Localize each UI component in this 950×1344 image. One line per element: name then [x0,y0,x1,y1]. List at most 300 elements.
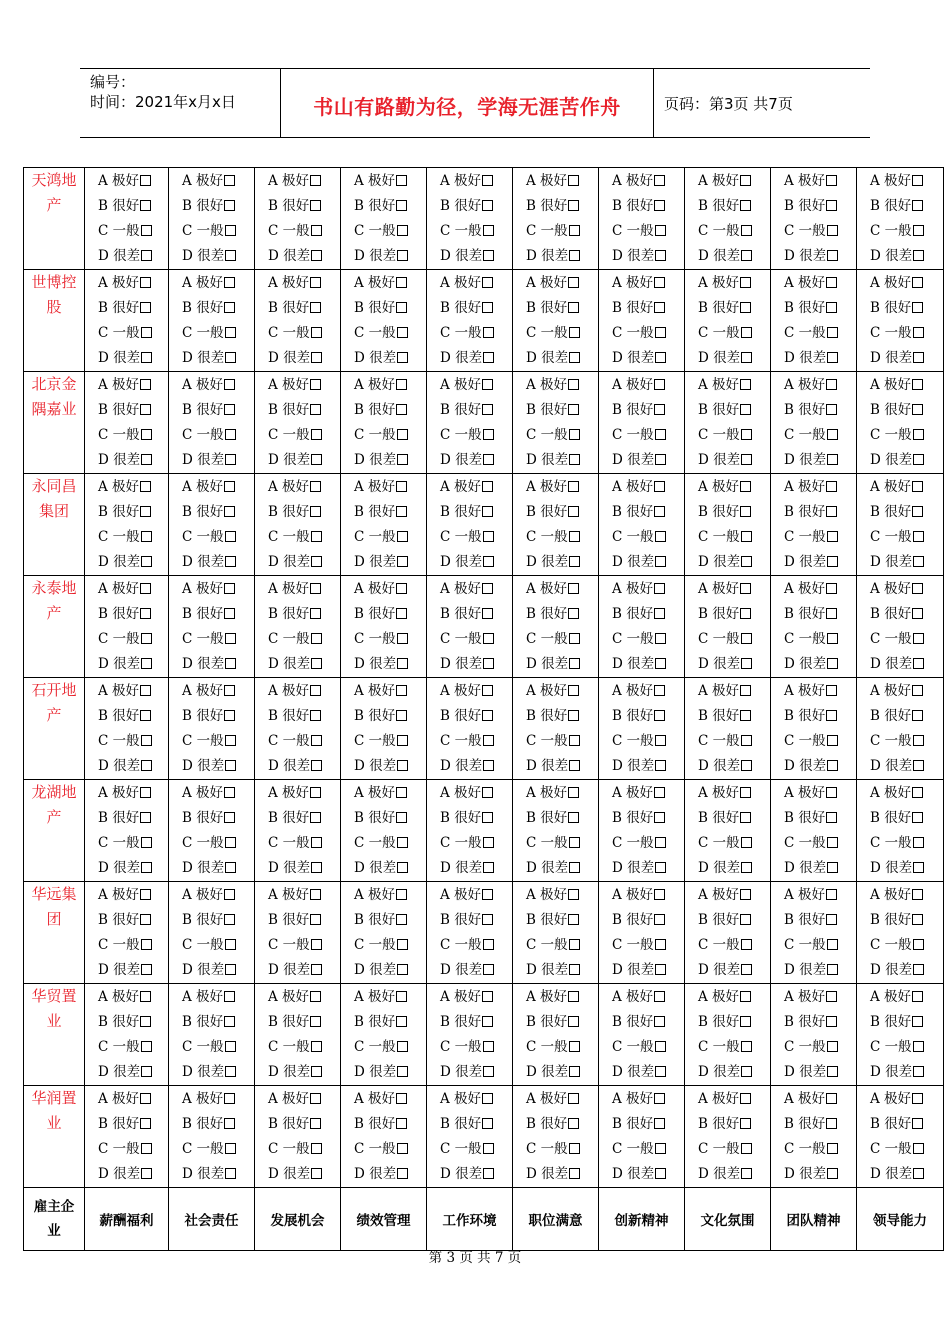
rating-option[interactable] [784,831,856,856]
rating-option[interactable] [612,704,684,729]
checkbox-icon[interactable] [741,735,752,746]
checkbox-icon[interactable] [483,1041,494,1052]
checkbox-icon[interactable] [912,787,923,798]
rating-option[interactable] [268,398,340,423]
checkbox-icon[interactable] [569,225,580,236]
rating-option[interactable] [612,194,684,219]
rating-option[interactable] [612,1137,684,1162]
checkbox-icon[interactable] [141,250,152,261]
rating-option[interactable] [526,1137,598,1162]
rating-option[interactable] [526,475,598,500]
checkbox-icon[interactable] [397,735,408,746]
rating-option[interactable] [268,271,340,296]
checkbox-icon[interactable] [655,735,666,746]
checkbox-icon[interactable] [568,710,579,721]
rating-option[interactable] [698,908,770,933]
rating-option[interactable] [612,652,684,677]
rating-option[interactable] [268,1087,340,1112]
rating-option[interactable] [440,271,512,296]
checkbox-icon[interactable] [396,889,407,900]
checkbox-icon[interactable] [141,862,152,873]
checkbox-icon[interactable] [741,939,752,950]
checkbox-icon[interactable] [397,837,408,848]
checkbox-icon[interactable] [654,481,665,492]
checkbox-icon[interactable] [826,812,837,823]
rating-option[interactable] [526,729,598,754]
checkbox-icon[interactable] [826,404,837,415]
checkbox-icon[interactable] [569,760,580,771]
checkbox-icon[interactable] [913,939,924,950]
checkbox-icon[interactable] [740,914,751,925]
checkbox-icon[interactable] [482,787,493,798]
rating-option[interactable] [182,933,254,958]
rating-option[interactable] [354,602,426,627]
rating-option[interactable] [440,1162,512,1187]
rating-option[interactable] [268,602,340,627]
checkbox-icon[interactable] [311,1066,322,1077]
checkbox-icon[interactable] [568,889,579,900]
rating-option[interactable] [870,831,943,856]
checkbox-icon[interactable] [483,352,494,363]
rating-option[interactable] [612,525,684,550]
checkbox-icon[interactable] [569,556,580,567]
checkbox-icon[interactable] [224,812,235,823]
checkbox-icon[interactable] [397,939,408,950]
rating-option[interactable] [440,958,512,983]
rating-option[interactable] [698,933,770,958]
rating-option[interactable] [268,985,340,1010]
checkbox-icon[interactable] [826,608,837,619]
checkbox-icon[interactable] [483,1168,494,1179]
checkbox-icon[interactable] [225,939,236,950]
checkbox-icon[interactable] [654,583,665,594]
checkbox-icon[interactable] [310,379,321,390]
checkbox-icon[interactable] [482,1016,493,1027]
rating-option[interactable] [268,321,340,346]
checkbox-icon[interactable] [913,556,924,567]
checkbox-icon[interactable] [482,889,493,900]
rating-option[interactable] [698,321,770,346]
checkbox-icon[interactable] [568,506,579,517]
rating-option[interactable] [870,1087,943,1112]
checkbox-icon[interactable] [655,939,666,950]
checkbox-icon[interactable] [827,1168,838,1179]
rating-option[interactable] [698,1060,770,1085]
checkbox-icon[interactable] [568,481,579,492]
rating-option[interactable] [268,729,340,754]
rating-option[interactable] [98,1060,168,1085]
checkbox-icon[interactable] [396,506,407,517]
rating-option[interactable] [784,704,856,729]
checkbox-icon[interactable] [311,964,322,975]
checkbox-icon[interactable] [140,506,151,517]
checkbox-icon[interactable] [224,379,235,390]
checkbox-icon[interactable] [741,531,752,542]
rating-option[interactable] [440,321,512,346]
checkbox-icon[interactable] [741,1041,752,1052]
checkbox-icon[interactable] [827,352,838,363]
rating-option[interactable] [268,679,340,704]
rating-option[interactable] [354,985,426,1010]
checkbox-icon[interactable] [654,506,665,517]
checkbox-icon[interactable] [483,1143,494,1154]
rating-option[interactable] [526,1112,598,1137]
rating-option[interactable] [870,1162,943,1187]
checkbox-icon[interactable] [912,685,923,696]
rating-option[interactable] [268,1035,340,1060]
checkbox-icon[interactable] [569,1143,580,1154]
rating-option[interactable] [182,169,254,194]
checkbox-icon[interactable] [655,658,666,669]
checkbox-icon[interactable] [654,175,665,186]
rating-option[interactable] [440,423,512,448]
rating-option[interactable] [440,296,512,321]
checkbox-icon[interactable] [483,658,494,669]
rating-option[interactable] [354,908,426,933]
checkbox-icon[interactable] [397,964,408,975]
rating-option[interactable] [440,627,512,652]
checkbox-icon[interactable] [569,862,580,873]
checkbox-icon[interactable] [141,633,152,644]
rating-option[interactable] [268,448,340,473]
rating-option[interactable] [182,525,254,550]
checkbox-icon[interactable] [225,531,236,542]
checkbox-icon[interactable] [397,862,408,873]
checkbox-icon[interactable] [141,658,152,669]
checkbox-icon[interactable] [741,429,752,440]
rating-option[interactable] [870,500,943,525]
rating-option[interactable] [870,271,943,296]
checkbox-icon[interactable] [483,964,494,975]
checkbox-icon[interactable] [396,175,407,186]
rating-option[interactable] [354,550,426,575]
checkbox-icon[interactable] [225,556,236,567]
checkbox-icon[interactable] [224,1118,235,1129]
checkbox-icon[interactable] [311,1143,322,1154]
checkbox-icon[interactable] [396,710,407,721]
rating-option[interactable] [182,1137,254,1162]
checkbox-icon[interactable] [740,404,751,415]
checkbox-icon[interactable] [913,1066,924,1077]
checkbox-icon[interactable] [141,837,152,848]
checkbox-icon[interactable] [568,608,579,619]
checkbox-icon[interactable] [482,914,493,925]
rating-option[interactable] [98,296,168,321]
rating-option[interactable] [268,1060,340,1085]
checkbox-icon[interactable] [569,531,580,542]
checkbox-icon[interactable] [225,633,236,644]
checkbox-icon[interactable] [740,685,751,696]
rating-option[interactable] [98,831,168,856]
rating-option[interactable] [698,169,770,194]
checkbox-icon[interactable] [310,991,321,1002]
rating-option[interactable] [98,1035,168,1060]
rating-option[interactable] [268,219,340,244]
rating-option[interactable] [182,271,254,296]
rating-option[interactable] [182,627,254,652]
checkbox-icon[interactable] [311,633,322,644]
rating-option[interactable] [870,985,943,1010]
rating-option[interactable] [354,704,426,729]
rating-option[interactable] [182,550,254,575]
rating-option[interactable] [698,781,770,806]
checkbox-icon[interactable] [311,250,322,261]
rating-option[interactable] [182,448,254,473]
rating-option[interactable] [612,908,684,933]
checkbox-icon[interactable] [826,1016,837,1027]
rating-option[interactable] [182,423,254,448]
rating-option[interactable] [268,1010,340,1035]
rating-option[interactable] [784,1010,856,1035]
rating-option[interactable] [354,1162,426,1187]
checkbox-icon[interactable] [654,302,665,313]
checkbox-icon[interactable] [913,837,924,848]
checkbox-icon[interactable] [569,327,580,338]
rating-option[interactable] [870,627,943,652]
rating-option[interactable] [440,373,512,398]
checkbox-icon[interactable] [396,608,407,619]
checkbox-icon[interactable] [140,608,151,619]
checkbox-icon[interactable] [913,633,924,644]
checkbox-icon[interactable] [396,277,407,288]
rating-option[interactable] [698,550,770,575]
checkbox-icon[interactable] [741,1168,752,1179]
checkbox-icon[interactable] [482,175,493,186]
rating-option[interactable] [354,194,426,219]
checkbox-icon[interactable] [740,379,751,390]
checkbox-icon[interactable] [225,327,236,338]
checkbox-icon[interactable] [826,379,837,390]
rating-option[interactable] [354,933,426,958]
checkbox-icon[interactable] [568,277,579,288]
checkbox-icon[interactable] [141,760,152,771]
checkbox-icon[interactable] [311,352,322,363]
rating-option[interactable] [784,781,856,806]
checkbox-icon[interactable] [740,277,751,288]
rating-option[interactable] [870,602,943,627]
checkbox-icon[interactable] [225,429,236,440]
checkbox-icon[interactable] [913,454,924,465]
rating-option[interactable] [268,346,340,371]
rating-option[interactable] [784,219,856,244]
checkbox-icon[interactable] [482,991,493,1002]
rating-option[interactable] [182,883,254,908]
checkbox-icon[interactable] [826,583,837,594]
rating-option[interactable] [268,475,340,500]
checkbox-icon[interactable] [568,404,579,415]
rating-option[interactable] [784,577,856,602]
rating-option[interactable] [612,475,684,500]
rating-option[interactable] [354,1060,426,1085]
checkbox-icon[interactable] [568,379,579,390]
checkbox-icon[interactable] [140,175,151,186]
rating-option[interactable] [698,958,770,983]
rating-option[interactable] [698,219,770,244]
checkbox-icon[interactable] [912,1016,923,1027]
rating-option[interactable] [698,398,770,423]
rating-option[interactable] [612,1035,684,1060]
rating-option[interactable] [612,169,684,194]
rating-option[interactable] [98,271,168,296]
rating-option[interactable] [98,729,168,754]
rating-option[interactable] [182,296,254,321]
rating-option[interactable] [698,985,770,1010]
checkbox-icon[interactable] [912,608,923,619]
rating-option[interactable] [870,244,943,269]
checkbox-icon[interactable] [912,710,923,721]
checkbox-icon[interactable] [397,658,408,669]
rating-option[interactable] [698,856,770,881]
checkbox-icon[interactable] [568,991,579,1002]
rating-option[interactable] [612,1087,684,1112]
rating-option[interactable] [784,729,856,754]
rating-option[interactable] [268,169,340,194]
checkbox-icon[interactable] [396,583,407,594]
checkbox-icon[interactable] [225,964,236,975]
checkbox-icon[interactable] [397,225,408,236]
rating-option[interactable] [784,856,856,881]
rating-option[interactable] [98,985,168,1010]
rating-option[interactable] [182,679,254,704]
checkbox-icon[interactable] [826,506,837,517]
rating-option[interactable] [698,602,770,627]
rating-option[interactable] [698,448,770,473]
checkbox-icon[interactable] [310,710,321,721]
rating-option[interactable] [354,448,426,473]
checkbox-icon[interactable] [140,1118,151,1129]
rating-option[interactable] [870,219,943,244]
checkbox-icon[interactable] [483,760,494,771]
checkbox-icon[interactable] [310,914,321,925]
checkbox-icon[interactable] [827,225,838,236]
checkbox-icon[interactable] [396,200,407,211]
checkbox-icon[interactable] [655,964,666,975]
checkbox-icon[interactable] [826,787,837,798]
rating-option[interactable] [268,500,340,525]
rating-option[interactable] [98,1162,168,1187]
checkbox-icon[interactable] [396,914,407,925]
rating-option[interactable] [526,704,598,729]
checkbox-icon[interactable] [141,1168,152,1179]
checkbox-icon[interactable] [311,327,322,338]
checkbox-icon[interactable] [140,404,151,415]
rating-option[interactable] [698,754,770,779]
rating-option[interactable] [268,373,340,398]
rating-option[interactable] [526,806,598,831]
checkbox-icon[interactable] [141,531,152,542]
rating-option[interactable] [784,958,856,983]
rating-option[interactable] [612,729,684,754]
rating-option[interactable] [354,423,426,448]
checkbox-icon[interactable] [311,837,322,848]
checkbox-icon[interactable] [224,685,235,696]
rating-option[interactable] [98,346,168,371]
rating-option[interactable] [612,423,684,448]
checkbox-icon[interactable] [740,302,751,313]
rating-option[interactable] [268,423,340,448]
checkbox-icon[interactable] [827,531,838,542]
rating-option[interactable] [612,321,684,346]
checkbox-icon[interactable] [311,862,322,873]
checkbox-icon[interactable] [568,1093,579,1104]
checkbox-icon[interactable] [826,481,837,492]
rating-option[interactable] [98,856,168,881]
checkbox-icon[interactable] [569,658,580,669]
checkbox-icon[interactable] [912,583,923,594]
rating-option[interactable] [182,1087,254,1112]
checkbox-icon[interactable] [311,939,322,950]
checkbox-icon[interactable] [654,379,665,390]
checkbox-icon[interactable] [655,225,666,236]
checkbox-icon[interactable] [740,1093,751,1104]
rating-option[interactable] [870,679,943,704]
rating-option[interactable] [354,577,426,602]
checkbox-icon[interactable] [826,1093,837,1104]
rating-option[interactable] [354,652,426,677]
rating-option[interactable] [268,577,340,602]
rating-option[interactable] [440,729,512,754]
rating-option[interactable] [698,831,770,856]
checkbox-icon[interactable] [826,200,837,211]
checkbox-icon[interactable] [827,939,838,950]
rating-option[interactable] [784,1060,856,1085]
checkbox-icon[interactable] [740,583,751,594]
rating-option[interactable] [98,1010,168,1035]
rating-option[interactable] [440,933,512,958]
checkbox-icon[interactable] [482,583,493,594]
checkbox-icon[interactable] [654,1118,665,1129]
rating-option[interactable] [612,754,684,779]
rating-option[interactable] [182,602,254,627]
checkbox-icon[interactable] [912,1093,923,1104]
checkbox-icon[interactable] [483,327,494,338]
rating-option[interactable] [870,398,943,423]
checkbox-icon[interactable] [310,302,321,313]
rating-option[interactable] [784,169,856,194]
checkbox-icon[interactable] [912,277,923,288]
rating-option[interactable] [870,1112,943,1137]
checkbox-icon[interactable] [654,608,665,619]
checkbox-icon[interactable] [396,302,407,313]
rating-option[interactable] [526,577,598,602]
rating-option[interactable] [698,296,770,321]
checkbox-icon[interactable] [913,1143,924,1154]
checkbox-icon[interactable] [482,481,493,492]
rating-option[interactable] [612,271,684,296]
checkbox-icon[interactable] [741,1066,752,1077]
rating-option[interactable] [612,1112,684,1137]
rating-option[interactable] [268,781,340,806]
checkbox-icon[interactable] [483,633,494,644]
rating-option[interactable] [268,296,340,321]
checkbox-icon[interactable] [912,812,923,823]
rating-option[interactable] [698,475,770,500]
checkbox-icon[interactable] [482,710,493,721]
rating-option[interactable] [526,652,598,677]
rating-option[interactable] [182,346,254,371]
rating-option[interactable] [870,754,943,779]
checkbox-icon[interactable] [225,352,236,363]
checkbox-icon[interactable] [654,1016,665,1027]
checkbox-icon[interactable] [224,175,235,186]
checkbox-icon[interactable] [310,812,321,823]
rating-option[interactable] [268,194,340,219]
rating-option[interactable] [182,219,254,244]
rating-option[interactable] [526,423,598,448]
checkbox-icon[interactable] [397,352,408,363]
rating-option[interactable] [612,831,684,856]
rating-option[interactable] [440,831,512,856]
